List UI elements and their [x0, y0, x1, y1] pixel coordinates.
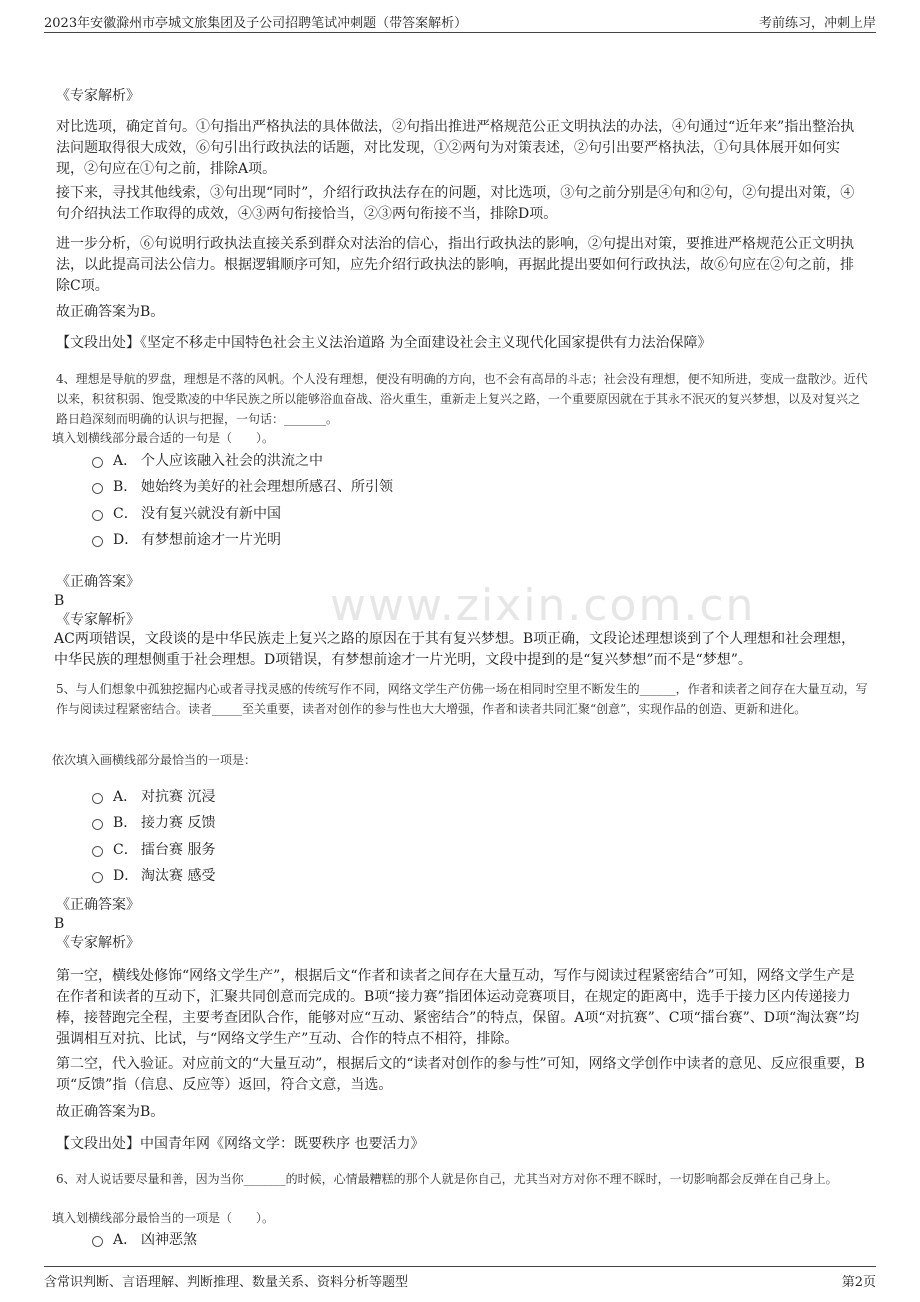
radio-icon[interactable] [92, 819, 103, 830]
radio-icon[interactable] [92, 483, 103, 494]
q4-option-a[interactable] [92, 451, 323, 471]
option-text: 个人应该融入社会的洪流之中 [141, 453, 323, 469]
option-text: 淘汰赛 感受 [141, 868, 216, 884]
option-letter: D． [113, 532, 139, 548]
q5-conclusion: 故正确答案为B。 [56, 1104, 165, 1120]
radio-icon[interactable] [92, 793, 103, 804]
watermark: www.zixin.com.cn [330, 580, 756, 631]
q6-prompt: 填入划横线部分最恰当的一项是（ ）。 [52, 1211, 275, 1225]
q3-analysis-para-3: 进一步分析，⑥句说明行政执法直接关系到群众对法治的信心，指出行政执法的影响，②句提出对策，要推进严格规范公正文明执法，以此提高司法公信力。根据逻辑顺序可知，应先介绍行政执法的影响，再据此提出要如何行政执法，故⑥句应在②句之前，排除C项。 [56, 236, 854, 294]
option-text: 对抗赛 沉浸 [141, 789, 216, 805]
footer-divider [44, 1266, 876, 1267]
q6-stem: 6、对人说话要尽量和善，因为当你_______的时候，心情最糟糕的那个人就是你自己，尤其当对方对你不理不睬时，一切影响都会反弹在自己身上。 [56, 1172, 838, 1186]
option-letter: B． [113, 815, 138, 831]
q4-answer-label: 《正确答案》 [56, 574, 140, 590]
q4-stem: 4、理想是导航的罗盘，理想是不落的风帆。个人没有理想，便没有明确的方向，也不会有高昂的斗志；社会没有理想，便不知所进，变成一盘散沙。近代以来，积贫积弱、饱受欺凌的中华民族之所以能够浴血奋战、浴火重生，重新走上复兴之路，一个重要原因就在于其永不泯灭的复兴梦想，以及对复兴之路日趋深刻而明确的认识与把握，一句话：_______。 [56, 372, 868, 426]
option-text: 擂台赛 服务 [141, 842, 216, 858]
q5-option-a[interactable] [92, 787, 215, 807]
option-letter: C． [113, 842, 138, 858]
q6-option-a[interactable] [92, 1230, 197, 1250]
radio-icon[interactable] [92, 1236, 103, 1247]
option-letter: B． [113, 479, 138, 495]
q3-expert-label: 《专家解析》 [56, 88, 140, 104]
option-text: 没有复兴就没有新中国 [141, 506, 281, 522]
q5-source: 【文段出处】中国青年网《网络文学：既要秩序 也要活力》 [56, 1136, 425, 1152]
q3-analysis-para-2: 接下来，寻找其他线索，③句出现“同时”，介绍行政执法存在的问题，对比选项，③句之前分别是④句和②句，②句提出对策，④句介绍执法工作取得的成效，④③两句衔接恰当，②③两句衔接不当，排除D项。 [56, 185, 855, 222]
document-header-title: 2023年安徽滁州市亭城文旅集团及子公司招聘笔试冲刺题（带答案解析） [44, 16, 468, 31]
q4-option-b[interactable] [92, 477, 393, 497]
option-letter: C． [113, 506, 138, 522]
q4-answer-value: B [54, 593, 65, 609]
q4-analysis: AC两项错误，文段谈的是中华民族走上复兴之路的原因在于其有复兴梦想。B项正确，文段论述理想谈到了个人理想和社会理想，中华民族的理想侧重于社会理想。D项错误，有梦想前途才一片光明，文段中提到的是“复兴梦想”而不是“梦想”。 [54, 631, 856, 668]
q5-answer-label: 《正确答案》 [56, 897, 140, 913]
option-text: 凶神恶煞 [141, 1232, 197, 1248]
header-divider [44, 32, 876, 33]
q5-analysis-para-2: 第二空，代入验证。对应前文的“大量互动”，根据后文的“读者对创作的参与性”可知，网络文学创作中读者的意见、反应很重要，B项“反馈”指（信息、反应等）返回，符合文意，当选。 [56, 1056, 865, 1093]
q3-conclusion: 故正确答案为B。 [56, 304, 165, 320]
option-letter: D． [113, 868, 139, 884]
document-header-slogan: 考前练习，冲刺上岸 [758, 16, 876, 31]
option-letter: A． [113, 1232, 138, 1248]
option-text: 接力赛 反馈 [141, 815, 216, 831]
radio-icon[interactable] [92, 872, 103, 883]
option-letter: A． [113, 453, 138, 469]
option-text: 她始终为美好的社会理想所感召、所引领 [141, 479, 393, 495]
q5-expert-label: 《专家解析》 [56, 935, 140, 951]
radio-icon[interactable] [92, 846, 103, 857]
q3-source: 【文段出处】《坚定不移走中国特色社会主义法治道路 为全面建设社会主义现代化国家提供有力法治保障》 [56, 335, 712, 351]
q3-analysis-para-1: 对比选项，确定首句。①句指出严格执法的具体做法，②句指出推进严格规范公正文明执法的办法，④句通过“近年来”指出整治执法问题取得很大成效，⑥句引出行政执法的话题，对比发现，①②两句为对策表述，②句引出要严格执法，①句具体展开如何实现，②句应在①句之前，排除A项。 [56, 119, 855, 177]
q5-option-b[interactable] [92, 813, 215, 833]
q4-option-d[interactable] [92, 530, 281, 550]
q4-prompt: 填入划横线部分最合适的一句是（ ）。 [52, 431, 275, 445]
q5-answer-value: B [54, 916, 65, 932]
q5-option-d[interactable] [92, 866, 215, 886]
radio-icon[interactable] [92, 510, 103, 521]
q4-expert-label: 《专家解析》 [56, 612, 140, 628]
q5-analysis-para-1: 第一空，横线处修饰“网络文学生产”，根据后文“作者和读者之间存在大量互动，写作与阅读过程紧密结合”可知，网络文学生产是在作者和读者的互动下，汇聚共同创意而完成的。B项“接力赛”指团体运动竞赛项目，在规定的距离中，选手于接力区内传递接力棒，接替跑完全程，主要考查团队合作，能够对应“互动、紧密结合”的特点，保留。A项“对抗赛”、C项“擂台赛”、D项“淘汰赛”均强调相互对抗、比试，与“网络文学生产”互动、合作的特点不相符，排除。 [56, 968, 860, 1047]
radio-icon[interactable] [92, 536, 103, 547]
q5-prompt: 依次填入画横线部分最恰当的一项是： [52, 753, 257, 767]
q5-stem: 5、与人们想象中孤独挖掘内心或者寻找灵感的传统写作不同，网络文学生产仿佛一场在相同时空里不断发生的______，作者和读者之间存在大量互动，写作与阅读过程紧密结合。读者_____至关重要，读者对创作的参与性也大大增强，作者和读者共同汇聚“创意”，实现作品的创造、更新和进化。 [56, 682, 868, 716]
option-text: 有梦想前途才一片光明 [141, 532, 281, 548]
option-letter: A． [113, 789, 138, 805]
footer-description: 含常识判断、言语理解、判断推理、数量关系、资料分析等题型 [44, 1275, 409, 1290]
page-number: 第2页 [841, 1275, 876, 1290]
radio-icon[interactable] [92, 457, 103, 468]
q5-option-c[interactable] [92, 840, 215, 860]
q4-option-c[interactable] [92, 504, 281, 524]
